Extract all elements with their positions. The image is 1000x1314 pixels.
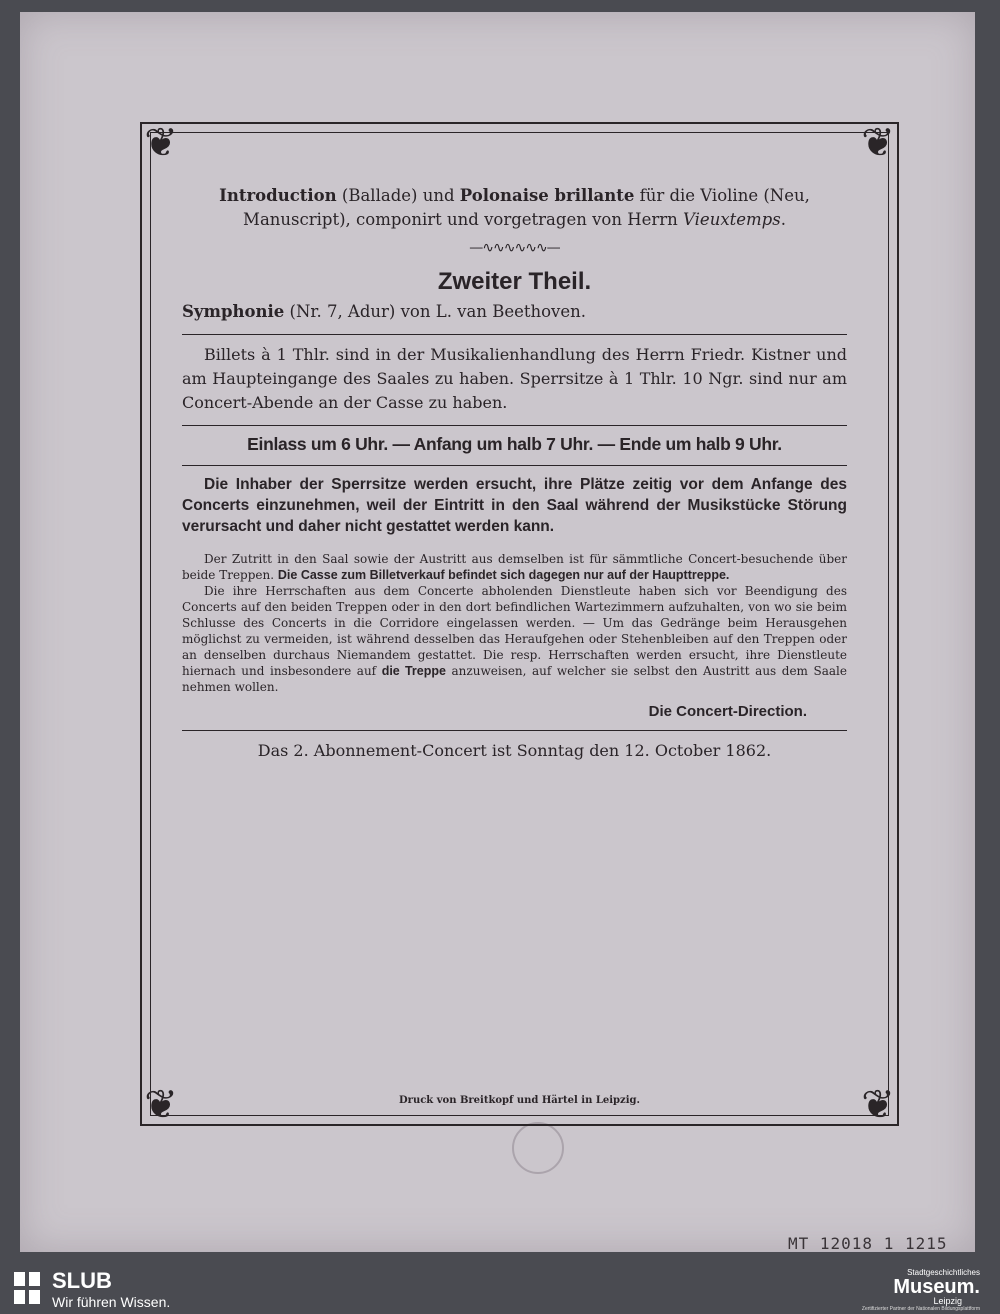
museum-name[interactable]: Museum.: [893, 1276, 980, 1298]
library-stamp: [512, 1122, 564, 1174]
symphonie-item: [182, 300, 847, 324]
dienst-text: Die ihre Herrschaften aus dem Concerte abholenden Dienstleute haben sich vor Beendigung des Concerts auf den beiden Treppen oder in den dort befindlichen Wartezimmern aufzuhalten, von wo sie beim Schlusse des Concerts in die Corridore eingelassen werden. — Um das Gedränge beim Herausgehen möglichst zu vermeiden, ist während desselben das Heraufgehen oder Stehenbleiben auf den Treppen oder an denselben durchaus Niemandem gestattet. Die resp. Herrschaften werden ersucht, ihre Dienstleute hiernach und insbesondere auf: [182, 584, 847, 678]
divider: [182, 465, 847, 466]
intro-title: Introduction: [219, 186, 337, 205]
printer-imprint: Druck von Breitkopf und Härtel in Leipzig.: [399, 1095, 640, 1106]
performer-name: Vieuxtemps: [683, 210, 781, 229]
divider: [182, 334, 847, 335]
corner-ornament-icon: ❦: [861, 1082, 895, 1128]
slub-tagline: Wir führen Wissen.: [52, 1294, 171, 1310]
slub-name[interactable]: SLUB: [52, 1268, 112, 1293]
zutritt-text: Der Zutritt in den Saal sowie der Austritt aus demselben ist für sämmtliche Concert-besuchende über beide Treppen.: [182, 552, 847, 582]
divider-ornament-icon: —∿∿∿∿∿∿—: [469, 240, 560, 256]
treppe-emphasis: die Treppe: [381, 664, 446, 678]
corner-ornament-icon: ❦: [144, 120, 178, 166]
next-concert-note: Das 2. Abonnement-Concert ist Sonntag den 12. October 1862.: [257, 741, 772, 760]
casse-notice: Die Casse zum Billetverkauf befindet sich dagegen nur auf der Haupttreppe.: [277, 568, 730, 582]
intro-text: (Ballade) und: [336, 186, 460, 205]
section-title: Zweiter Theil.: [437, 268, 592, 295]
divider: [182, 730, 847, 731]
sperrsitze-notice: Die Inhaber der Sperrsitze werden ersucht, ihre Plätze zeitig vor dem Anfange des Concerts einzunehmen, weil der Eintritt in den Saal während der Musikstücke Störung verursacht und daher nicht gestattet werden kann.: [182, 476, 847, 535]
programme-content: [182, 184, 847, 760]
intro-item: [182, 184, 847, 232]
signature-direction: Die Concert-Direction.: [648, 703, 807, 720]
divider: [182, 425, 847, 426]
zutritt-paragraph: [182, 551, 847, 583]
polonaise-title: Polonaise brillante: [459, 186, 635, 205]
symphonie-title: Symphonie: [182, 302, 285, 321]
slub-logo-icon[interactable]: [14, 1272, 40, 1304]
document-page: [20, 12, 975, 1252]
symphonie-text: (Nr. 7, Adur) von L. van Beethoven.: [284, 302, 587, 321]
billets-paragraph: Billets à 1 Thlr. sind in der Musikalienhandlung des Herrn Friedr. Kistner und am Haupteingange des Saales zu haben. Sperrsitze à 1 Thlr. 10 Ngr. sind nur am Concert-Abende an der Casse zu haben.: [182, 345, 847, 412]
museum-certification: Zertifizierter Partner der Nationalen Bildungsplattform: [861, 1306, 980, 1312]
ornamental-frame: [140, 122, 899, 1126]
museum-label-top: Stadtgeschichtliches: [907, 1268, 980, 1277]
corner-ornament-icon: ❦: [861, 120, 895, 166]
shelfmark: MT 12018 1 1215: [788, 1234, 948, 1253]
intro-text-2: für die Violine (Neu, Manuscript), componirt und vorgetragen von Herrn: [243, 186, 810, 229]
times-line: Einlass um 6 Uhr. — Anfang um halb 7 Uhr. — Ende um halb 9 Uhr.: [247, 434, 782, 454]
museum-city: Leipzig: [933, 1296, 962, 1306]
zutritt-notice: [182, 551, 847, 695]
corner-ornament-icon: ❦: [144, 1082, 178, 1128]
dienst-text-end: anzuweisen, auf welcher sie selbst den Austritt aus dem Saale nehmen wollen.: [182, 664, 847, 694]
viewer-footer: [0, 1262, 1000, 1314]
dienst-paragraph: [182, 583, 847, 695]
intro-period: .: [780, 210, 786, 229]
